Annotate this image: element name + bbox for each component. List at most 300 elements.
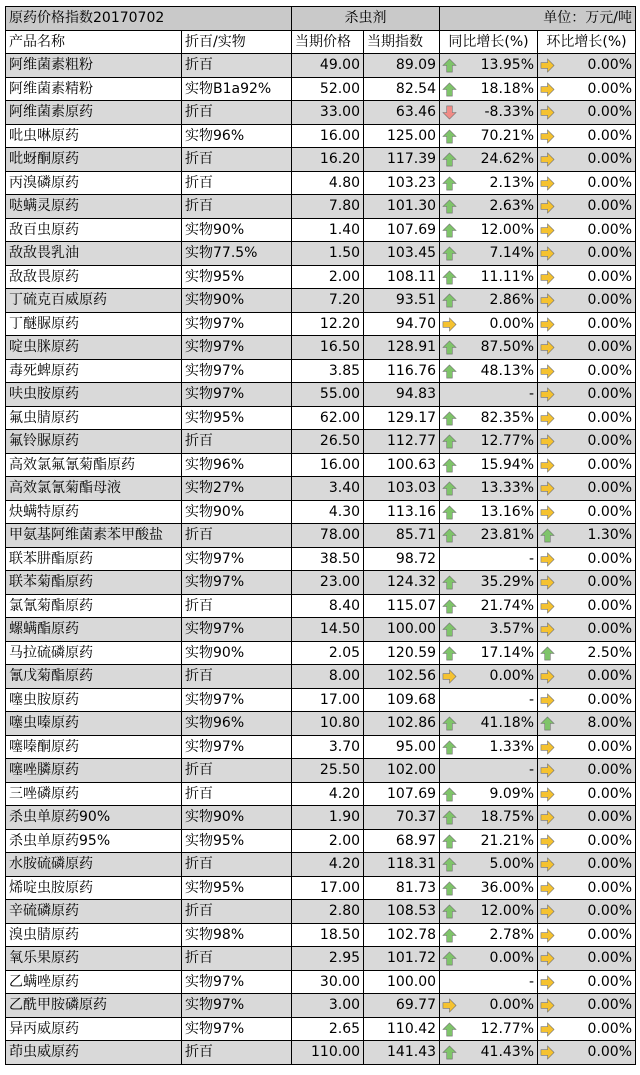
table-row xyxy=(6,477,636,501)
spec-cell-value: 实物97% xyxy=(185,973,245,990)
yoy-cell-value: 2.13% xyxy=(489,174,535,191)
up-arrow-icon xyxy=(442,787,457,802)
product-name-cell-value: 水胺硫磷原药 xyxy=(9,856,93,873)
index-title: 原药价格指数20170702 xyxy=(6,7,292,31)
mom-cell-value: 8.00% xyxy=(587,715,633,732)
price-cell xyxy=(292,54,364,78)
table-row xyxy=(6,806,636,830)
spec-cell-value: 实物97% xyxy=(185,574,245,591)
spec-cell xyxy=(182,665,292,689)
spec-cell-value: 实物90% xyxy=(185,644,245,661)
mom-cell-value: 0.00% xyxy=(587,574,633,591)
up-arrow-icon xyxy=(442,505,457,520)
index-cell-value: 113.16 xyxy=(387,503,437,520)
up-arrow-icon xyxy=(540,646,555,661)
price-cell-value: 2.65 xyxy=(328,1020,361,1037)
spec-cell-value: 折百 xyxy=(185,57,213,74)
price-cell-value: 2.05 xyxy=(328,644,361,661)
price-cell xyxy=(292,618,364,642)
right-arrow-icon xyxy=(540,928,555,943)
yoy-cell-value: - xyxy=(528,973,535,990)
product-name-cell-value: 高效氯氟氰菊酯原药 xyxy=(9,456,135,473)
table-row xyxy=(6,265,636,289)
mom-cell xyxy=(538,594,636,618)
mom-cell xyxy=(538,712,636,736)
yoy-cell-value: 35.29% xyxy=(480,574,535,591)
index-cell xyxy=(364,383,440,407)
product-name-cell-value: 吡蚜酮原药 xyxy=(9,151,79,168)
index-cell xyxy=(364,242,440,266)
product-name-cell-value: 联苯菊酯原药 xyxy=(9,574,93,591)
mom-cell xyxy=(538,782,636,806)
index-cell xyxy=(364,806,440,830)
up-arrow-icon xyxy=(442,1022,457,1037)
spec-cell xyxy=(182,195,292,219)
yoy-cell-value: 17.14% xyxy=(480,644,535,661)
spec-cell xyxy=(182,994,292,1018)
product-name-cell xyxy=(6,947,182,971)
price-cell-value: 7.80 xyxy=(328,198,361,215)
price-cell-value: 62.00 xyxy=(319,409,361,426)
table-row xyxy=(6,994,636,1018)
table-row xyxy=(6,782,636,806)
yoy-cell xyxy=(440,430,538,454)
product-name-cell xyxy=(6,829,182,853)
right-arrow-icon xyxy=(540,505,555,520)
yoy-cell-value: 24.62% xyxy=(480,151,535,168)
spec-cell xyxy=(182,265,292,289)
index-cell-value: 141.43 xyxy=(387,1044,437,1061)
spec-cell xyxy=(182,594,292,618)
up-arrow-icon xyxy=(442,834,457,849)
price-cell-value: 25.50 xyxy=(319,762,361,779)
price-cell-value: 2.80 xyxy=(328,903,361,920)
yoy-cell xyxy=(440,524,538,548)
right-arrow-icon xyxy=(540,834,555,849)
price-cell xyxy=(292,1041,364,1065)
product-name-cell xyxy=(6,1041,182,1065)
price-cell xyxy=(292,359,364,383)
mom-cell-value: 0.00% xyxy=(587,198,633,215)
right-arrow-icon xyxy=(540,1022,555,1037)
spec-cell-value: 折百 xyxy=(185,785,213,802)
table-row xyxy=(6,242,636,266)
spec-cell xyxy=(182,923,292,947)
index-cell xyxy=(364,124,440,148)
index-cell-value: 94.70 xyxy=(395,315,437,332)
price-cell-value: 4.30 xyxy=(328,503,361,520)
spec-cell-value: 实物77.5% xyxy=(185,245,258,262)
right-arrow-icon xyxy=(540,58,555,73)
product-name-cell xyxy=(6,665,182,689)
spec-cell xyxy=(182,289,292,313)
product-name-cell-value: 丙溴磷原药 xyxy=(9,174,79,191)
yoy-cell xyxy=(440,171,538,195)
product-name-cell-value: 杀虫单原药90% xyxy=(9,809,111,826)
mom-cell xyxy=(538,265,636,289)
mom-cell-value: 0.00% xyxy=(587,621,633,638)
spec-cell xyxy=(182,124,292,148)
price-cell xyxy=(292,453,364,477)
up-arrow-icon xyxy=(442,458,457,473)
spec-cell-value: 实物96% xyxy=(185,127,245,144)
mom-cell xyxy=(538,336,636,360)
index-cell xyxy=(364,712,440,736)
mom-cell-value: 0.00% xyxy=(587,738,633,755)
mom-cell xyxy=(538,641,636,665)
product-name-cell-value: 吡虫啉原药 xyxy=(9,127,79,144)
header-yoy-growth: 同比增长(%) xyxy=(440,30,538,54)
mom-cell xyxy=(538,289,636,313)
mom-cell xyxy=(538,312,636,336)
yoy-cell xyxy=(440,782,538,806)
price-cell xyxy=(292,923,364,947)
mom-cell xyxy=(538,853,636,877)
yoy-cell-value: 5.00% xyxy=(489,856,535,873)
product-name-cell xyxy=(6,477,182,501)
spec-cell-value: 折百 xyxy=(185,433,213,450)
product-name-cell xyxy=(6,547,182,571)
index-cell xyxy=(364,195,440,219)
product-name-cell xyxy=(6,124,182,148)
product-name-cell xyxy=(6,265,182,289)
spec-cell-value: 实物90% xyxy=(185,221,245,238)
price-cell xyxy=(292,195,364,219)
price-cell xyxy=(292,289,364,313)
table-row xyxy=(6,148,636,172)
up-arrow-icon xyxy=(442,622,457,637)
table-row xyxy=(6,1041,636,1065)
spec-cell xyxy=(182,336,292,360)
right-arrow-icon xyxy=(540,669,555,684)
table-row xyxy=(6,77,636,101)
right-arrow-icon xyxy=(540,787,555,802)
index-cell xyxy=(364,547,440,571)
product-name-cell-value: 杀虫单原药95% xyxy=(9,832,111,849)
product-name-cell-value: 氟虫腈原药 xyxy=(9,409,79,426)
mom-cell xyxy=(538,947,636,971)
mom-cell xyxy=(538,242,636,266)
index-cell xyxy=(364,77,440,101)
yoy-cell xyxy=(440,1017,538,1041)
product-name-cell xyxy=(6,1017,182,1041)
product-name-cell-value: 三唑磷原药 xyxy=(9,785,79,802)
right-arrow-icon xyxy=(442,317,457,332)
price-cell xyxy=(292,336,364,360)
index-cell-value: 115.07 xyxy=(387,597,437,614)
index-cell-value: 108.53 xyxy=(387,903,437,920)
product-name-cell xyxy=(6,806,182,830)
table-row xyxy=(6,970,636,994)
spec-cell xyxy=(182,171,292,195)
mom-cell xyxy=(538,923,636,947)
spec-cell-value: 折百 xyxy=(185,762,213,779)
mom-cell-value: 0.00% xyxy=(587,456,633,473)
mom-cell-value: 0.00% xyxy=(587,1044,633,1061)
mom-cell xyxy=(538,77,636,101)
product-name-cell-value: 噻虫嗪原药 xyxy=(9,715,79,732)
product-name-cell xyxy=(6,242,182,266)
product-name-cell xyxy=(6,900,182,924)
spec-cell-value: 实物97% xyxy=(185,738,245,755)
mom-cell-value: 0.00% xyxy=(587,386,633,403)
index-cell xyxy=(364,735,440,759)
index-cell-value: 93.51 xyxy=(395,292,437,309)
product-name-cell-value: 毒死蜱原药 xyxy=(9,362,79,379)
price-cell xyxy=(292,477,364,501)
mom-cell-value: 0.00% xyxy=(587,926,633,943)
mom-cell-value: 0.00% xyxy=(587,550,633,567)
table-row xyxy=(6,688,636,712)
product-name-cell-value: 敌敌畏乳油 xyxy=(9,245,79,262)
product-name-cell xyxy=(6,688,182,712)
mom-cell xyxy=(538,406,636,430)
price-cell-value: 2.00 xyxy=(328,268,361,285)
spec-cell xyxy=(182,500,292,524)
product-name-cell xyxy=(6,994,182,1018)
price-cell xyxy=(292,524,364,548)
product-name-cell xyxy=(6,148,182,172)
price-cell xyxy=(292,265,364,289)
yoy-cell-value: 41.18% xyxy=(480,715,535,732)
price-cell xyxy=(292,829,364,853)
yoy-cell xyxy=(440,641,538,665)
table-row xyxy=(6,124,636,148)
price-cell-value: 2.95 xyxy=(328,950,361,967)
mom-cell-value: 0.00% xyxy=(587,1020,633,1037)
price-cell xyxy=(292,101,364,125)
mom-cell xyxy=(538,124,636,148)
mom-cell xyxy=(538,524,636,548)
price-cell xyxy=(292,665,364,689)
table-row xyxy=(6,547,636,571)
mom-cell-value: 1.30% xyxy=(587,527,633,544)
table-row xyxy=(6,618,636,642)
price-cell xyxy=(292,947,364,971)
index-cell xyxy=(364,782,440,806)
index-cell xyxy=(364,406,440,430)
spec-cell-value: 实物97% xyxy=(185,315,245,332)
yoy-cell xyxy=(440,148,538,172)
product-name-cell-value: 哒螨灵原药 xyxy=(9,198,79,215)
right-arrow-icon xyxy=(540,387,555,402)
index-cell xyxy=(364,947,440,971)
yoy-cell xyxy=(440,77,538,101)
price-cell-value: 16.00 xyxy=(319,456,361,473)
price-cell-value: 16.20 xyxy=(319,151,361,168)
yoy-cell xyxy=(440,54,538,78)
index-cell xyxy=(364,994,440,1018)
product-name-cell-value: 丁醚脲原药 xyxy=(9,315,79,332)
product-name-cell-value: 炔螨特原药 xyxy=(9,503,79,520)
product-name-cell-value: 阿维菌素粗粉 xyxy=(9,57,93,74)
insecticide-price-table xyxy=(5,6,636,1065)
mom-cell xyxy=(538,829,636,853)
product-name-cell-value: 敌敌畏原药 xyxy=(9,268,79,285)
price-cell xyxy=(292,806,364,830)
table-row xyxy=(6,876,636,900)
mom-cell xyxy=(538,171,636,195)
mom-cell xyxy=(538,876,636,900)
spec-cell xyxy=(182,54,292,78)
mom-cell-value: 0.00% xyxy=(587,151,633,168)
yoy-cell-value: 21.74% xyxy=(480,597,535,614)
index-cell-value: 69.77 xyxy=(395,997,437,1014)
product-name-cell-value: 氯氰菊酯原药 xyxy=(9,597,93,614)
mom-cell xyxy=(538,148,636,172)
spec-cell xyxy=(182,712,292,736)
yoy-cell xyxy=(440,829,538,853)
index-cell-value: 102.78 xyxy=(387,926,437,943)
index-cell-value: 128.91 xyxy=(387,339,437,356)
header-current-price: 当期价格 xyxy=(292,30,364,54)
mom-cell-value: 0.00% xyxy=(587,503,633,520)
index-cell-value: 120.59 xyxy=(387,644,437,661)
table-row xyxy=(6,524,636,548)
right-arrow-icon xyxy=(540,481,555,496)
yoy-cell xyxy=(440,853,538,877)
right-arrow-icon xyxy=(540,1045,555,1060)
price-cell xyxy=(292,970,364,994)
product-name-cell xyxy=(6,336,182,360)
product-name-cell xyxy=(6,101,182,125)
index-cell-value: 108.11 xyxy=(387,268,437,285)
mom-cell-value: 0.00% xyxy=(587,785,633,802)
product-name-cell xyxy=(6,383,182,407)
index-cell-value: 107.69 xyxy=(387,785,437,802)
index-cell-value: 85.71 xyxy=(395,527,437,544)
right-arrow-icon xyxy=(540,293,555,308)
product-name-cell xyxy=(6,759,182,783)
up-arrow-icon xyxy=(540,716,555,731)
mom-cell-value: 0.00% xyxy=(587,856,633,873)
index-cell xyxy=(364,218,440,242)
spec-cell-value: 实物90% xyxy=(185,292,245,309)
product-name-cell xyxy=(6,54,182,78)
product-name-cell xyxy=(6,641,182,665)
spec-cell-value: 折百 xyxy=(185,198,213,215)
table-row xyxy=(6,453,636,477)
mom-cell-value: 0.00% xyxy=(587,221,633,238)
yoy-cell xyxy=(440,759,538,783)
table-row xyxy=(6,665,636,689)
index-cell-value: 107.69 xyxy=(387,221,437,238)
yoy-cell xyxy=(440,453,538,477)
spec-cell xyxy=(182,571,292,595)
spec-cell xyxy=(182,406,292,430)
yoy-cell-value: 2.86% xyxy=(489,292,535,309)
up-arrow-icon xyxy=(442,1045,457,1060)
spec-cell-value: 实物96% xyxy=(185,715,245,732)
index-cell xyxy=(364,876,440,900)
table-row xyxy=(6,594,636,618)
mom-cell xyxy=(538,1017,636,1041)
mom-cell xyxy=(538,688,636,712)
yoy-cell-value: 2.78% xyxy=(489,926,535,943)
product-name-cell xyxy=(6,453,182,477)
yoy-cell-value: - xyxy=(528,550,535,567)
product-name-cell-value: 溴虫腈原药 xyxy=(9,926,79,943)
up-arrow-icon xyxy=(442,434,457,449)
product-name-cell-value: 马拉硫磷原药 xyxy=(9,644,93,661)
right-arrow-icon xyxy=(540,176,555,191)
price-cell-value: 7.20 xyxy=(328,292,361,309)
up-arrow-icon xyxy=(442,951,457,966)
spec-cell xyxy=(182,430,292,454)
mom-cell-value: 0.00% xyxy=(587,597,633,614)
right-arrow-icon xyxy=(540,199,555,214)
spec-cell xyxy=(182,1041,292,1065)
up-arrow-icon xyxy=(442,810,457,825)
price-cell xyxy=(292,148,364,172)
product-name-cell xyxy=(6,524,182,548)
up-arrow-icon xyxy=(442,340,457,355)
product-name-cell xyxy=(6,289,182,313)
product-name-cell-value: 氧乐果原药 xyxy=(9,950,79,967)
index-cell-value: 103.23 xyxy=(387,174,437,191)
mom-cell-value: 0.00% xyxy=(587,950,633,967)
price-cell-value: 4.80 xyxy=(328,174,361,191)
price-cell-value: 30.00 xyxy=(319,973,361,990)
yoy-cell xyxy=(440,947,538,971)
right-arrow-icon xyxy=(540,105,555,120)
table-row xyxy=(6,101,636,125)
mom-cell xyxy=(538,359,636,383)
table-row xyxy=(6,195,636,219)
yoy-cell xyxy=(440,571,538,595)
index-cell xyxy=(364,148,440,172)
index-cell-value: 100.00 xyxy=(387,621,437,638)
mom-cell-value: 0.00% xyxy=(587,903,633,920)
price-index-sheet xyxy=(5,6,635,1065)
spec-cell-value: 折百 xyxy=(185,151,213,168)
product-name-cell xyxy=(6,571,182,595)
yoy-cell-value: 11.11% xyxy=(480,268,535,285)
mom-cell xyxy=(538,453,636,477)
header-product-name: 产品名称 xyxy=(6,30,182,54)
yoy-cell-value: 1.33% xyxy=(489,738,535,755)
mom-cell-value: 0.00% xyxy=(587,762,633,779)
spec-cell xyxy=(182,453,292,477)
index-cell-value: 124.32 xyxy=(387,574,437,591)
right-arrow-icon xyxy=(540,364,555,379)
price-cell-value: 1.50 xyxy=(328,245,361,262)
mom-cell xyxy=(538,195,636,219)
mom-cell-value: 0.00% xyxy=(587,268,633,285)
mom-cell xyxy=(538,759,636,783)
table-row xyxy=(6,947,636,971)
mom-cell-value: 0.00% xyxy=(587,879,633,896)
mom-cell-value: 0.00% xyxy=(587,433,633,450)
header-current-index: 当期指数 xyxy=(364,30,440,54)
up-arrow-icon xyxy=(442,575,457,590)
up-arrow-icon xyxy=(442,411,457,426)
yoy-cell xyxy=(440,124,538,148)
index-cell xyxy=(364,430,440,454)
mom-cell-value: 0.00% xyxy=(587,832,633,849)
product-name-cell-value: 敌百虫原药 xyxy=(9,221,79,238)
mom-cell xyxy=(538,970,636,994)
yoy-cell xyxy=(440,923,538,947)
spec-cell xyxy=(182,735,292,759)
mom-cell xyxy=(538,547,636,571)
table-row xyxy=(6,759,636,783)
mom-cell-value: 0.00% xyxy=(587,997,633,1014)
product-name-cell-value: 辛硫磷原药 xyxy=(9,903,79,920)
right-arrow-icon xyxy=(540,434,555,449)
spec-cell-value: 折百 xyxy=(185,597,213,614)
index-cell-value: 70.37 xyxy=(395,809,437,826)
